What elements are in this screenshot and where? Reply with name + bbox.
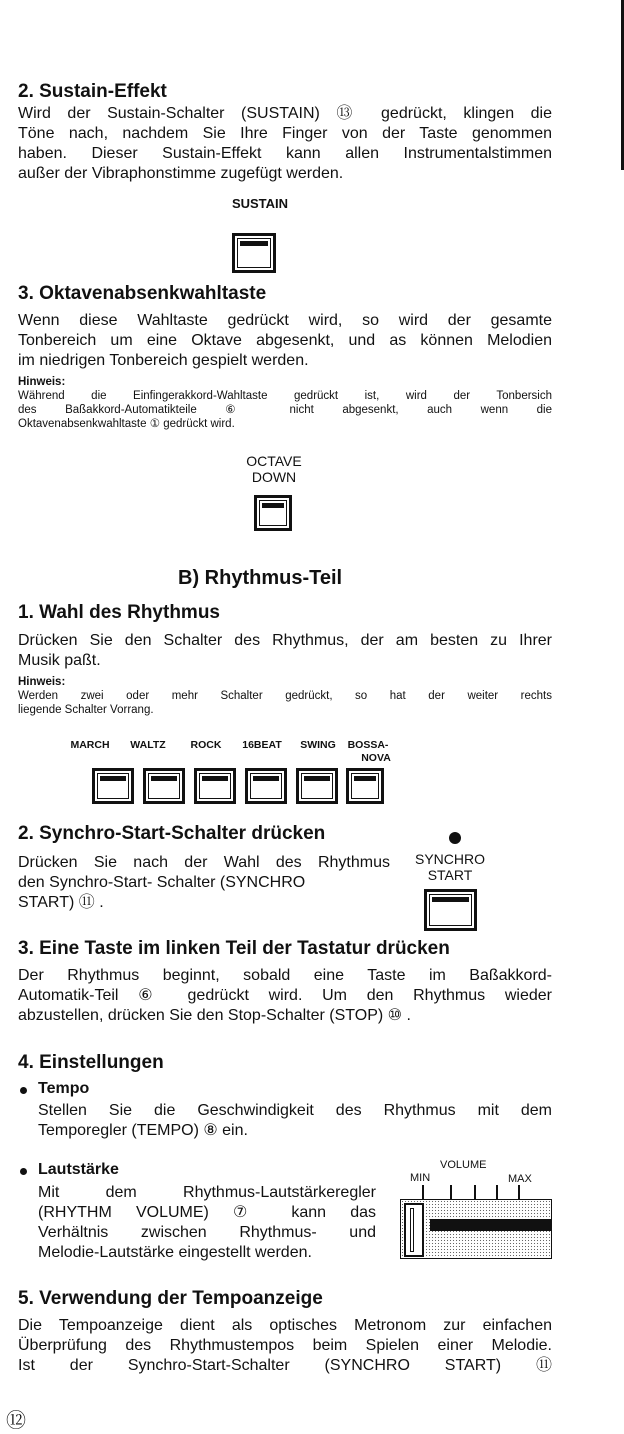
volume-max-label: MAX: [508, 1173, 532, 1185]
para-sustain-1: Wird der Sustain-Schalter (SUSTAIN) ⑬ gedrückt, klingen die: [18, 105, 552, 122]
heading-synchro: 2. Synchro-Start-Schalter drücken: [18, 823, 326, 844]
bullet-volume: [20, 1168, 27, 1175]
para-key-2: Automatik-Teil ⑥ gedrückt wird. Um den Rhythmus wieder: [18, 987, 552, 1004]
para-key-3: abzustellen, drücken Sie den Stop-Schalter (STOP) ⑩ .: [18, 1007, 411, 1024]
para-sustain-2: Töne nach, nachdem Sie Ihre Finger von der Taste genommen: [18, 125, 552, 142]
note-rhythm-1: Werden zwei oder mehr Schalter gedrückt, so hat der weiter rechts: [18, 690, 552, 702]
para-rhythm-2: Musik paßt.: [18, 652, 101, 669]
note-rhythm-2: liegende Schalter Vorrang.: [18, 704, 154, 716]
volume-line-3: Verhältnis zwischen Rhythmus- und: [38, 1224, 376, 1241]
tempo-title: Tempo: [38, 1080, 90, 1097]
para-tempo-display-2: Überprüfung des Rhythmustempos beim Spielen einer Melodie.: [18, 1337, 552, 1354]
volume-line-1: Mit dem Rhythmus-Lautstärkeregler: [38, 1184, 376, 1201]
para-key-1: Der Rhythmus beginnt, sobald eine Taste im Baßakkord-: [18, 967, 552, 984]
synchro-indicator-lamp: [449, 832, 461, 844]
waltz-button[interactable]: [143, 768, 185, 804]
rhythm-label-rock: ROCK: [190, 739, 222, 751]
rhythm-label-bossa: BOSSA-: [347, 739, 389, 751]
volume-title: Lautstärke: [38, 1161, 119, 1178]
volume-tick-4: [496, 1185, 498, 1199]
heading-octave: 3. Oktavenabsenkwahltaste: [18, 283, 267, 304]
volume-slider-knob[interactable]: [404, 1203, 424, 1257]
tempo-line-2: Temporegler (TEMPO) ⑧ ein.: [38, 1122, 248, 1139]
note-octave-3: Oktavenabsenkwahltaste ① gedrückt wird.: [18, 418, 235, 430]
page-number: ⑫: [6, 1410, 26, 1432]
march-button[interactable]: [92, 768, 134, 804]
bullet-tempo: [20, 1087, 27, 1094]
synchro-label-1: SYNCHRO: [414, 851, 485, 867]
note-octave-2: des Baßakkord-Automatikteile ⑥ nicht abgesenkt, auch wenn die: [18, 404, 552, 416]
volume-min-label: MIN: [410, 1172, 431, 1184]
para-sustain-4: außer der Vibraphonstimme zugefügt werden.: [18, 165, 344, 182]
note-octave-1: Während die Einfingerakkord-Wahltaste gedrückt ist, wird der Tonbersich: [18, 390, 552, 402]
sustain-button[interactable]: [232, 233, 276, 273]
volume-tick-1: [422, 1185, 424, 1199]
octave-label-1: OCTAVE: [246, 453, 302, 469]
para-synchro-3: START) ⑪ .: [18, 894, 104, 911]
tempo-line-1: Stellen Sie die Geschwindigkeit des Rhythmus mit dem: [38, 1102, 552, 1119]
volume-tick-2: [450, 1185, 452, 1199]
heading-sustain: 2. Sustain-Effekt: [18, 81, 167, 102]
swing-button[interactable]: [296, 768, 338, 804]
octave-label-2: DOWN: [251, 469, 297, 485]
para-synchro-2: den Synchro-Start- Schalter (SYNCHRO: [18, 874, 306, 891]
heading-key: 3. Eine Taste im linken Teil der Tastatur drücken: [18, 938, 450, 959]
para-octave-2: Tonbereich um eine Oktave abgesenkt, und as können Melodien: [18, 332, 552, 349]
synchro-start-button[interactable]: [424, 889, 477, 931]
volume-slider-bar: [430, 1219, 552, 1231]
para-synchro-1: Drücken Sie nach der Wahl des Rhythmus: [18, 854, 390, 871]
rock-button[interactable]: [194, 768, 236, 804]
para-rhythm-1: Drücken Sie den Schalter des Rhythmus, der am besten zu Ihrer: [18, 632, 552, 649]
heading-settings: 4. Einstellungen: [18, 1052, 164, 1073]
rhythm-label-waltz: WALTZ: [130, 739, 166, 751]
rhythm-label-swing: SWING: [300, 739, 336, 751]
volume-line-2: (RHYTHM VOLUME) ⑦ kann das: [38, 1204, 376, 1221]
para-sustain-3: haben. Dieser Sustain-Effekt kann allen Instrumentalstimmen: [18, 145, 552, 162]
volume-tick-3: [474, 1185, 476, 1199]
rhythm-label-nova: NOVA: [361, 752, 391, 764]
note-title-octave: Hinweis:: [18, 376, 66, 388]
volume-tick-5: [518, 1185, 520, 1199]
16beat-button[interactable]: [245, 768, 287, 804]
volume-slider-diagram: [396, 1157, 556, 1267]
rhythm-label-march: MARCH: [70, 739, 110, 751]
volume-line-4: Melodie-Lautstärke eingestellt werden.: [38, 1244, 312, 1261]
heading-rhythm-choice: 1. Wahl des Rhythmus: [18, 602, 220, 623]
section-b-title: B) Rhythmus-Teil: [178, 567, 343, 589]
para-tempo-display-1: Die Tempoanzeige dient als optisches Metronom zur einfachen: [18, 1317, 552, 1334]
para-octave-1: Wenn diese Wahltaste gedrückt wird, so wird der gesamte: [18, 312, 552, 329]
octave-down-button[interactable]: [254, 495, 292, 531]
para-tempo-display-3: Ist der Synchro-Start-Schalter (SYNCHRO START) ⑪: [18, 1357, 552, 1374]
volume-label: VOLUME: [440, 1159, 487, 1171]
sustain-label: SUSTAIN: [231, 196, 289, 211]
note-title-rhythm: Hinweis:: [18, 676, 66, 688]
para-octave-3: im niedrigen Tonbereich gespielt werden.: [18, 352, 309, 369]
bossa-nova-button[interactable]: [346, 768, 384, 804]
volume-knob-groove: [410, 1208, 414, 1252]
rhythm-label-16beat: 16BEAT: [242, 739, 282, 751]
heading-tempo-display: 5. Verwendung der Tempoanzeige: [18, 1288, 323, 1309]
synchro-label-2: START: [427, 867, 473, 883]
